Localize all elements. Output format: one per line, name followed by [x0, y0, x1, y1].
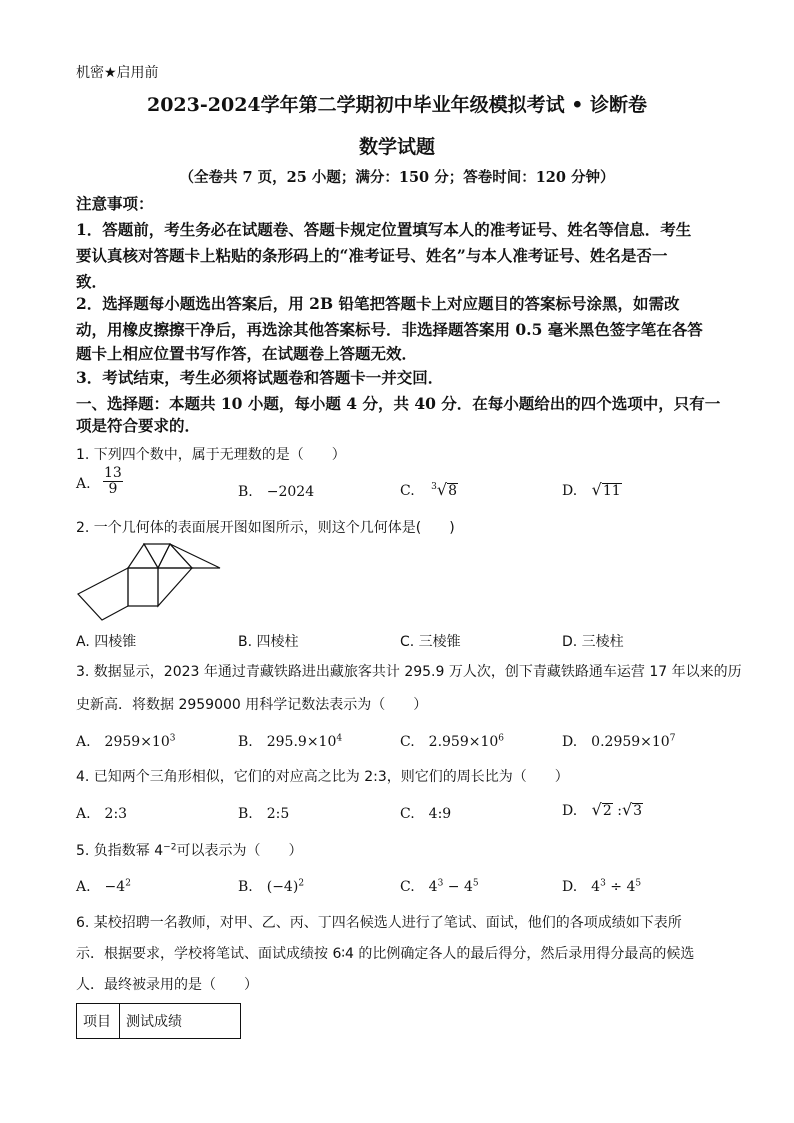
stem-text: 5. 负指数幂 4 [76, 843, 164, 859]
question-4-option-b: B. 2:5 [238, 806, 290, 822]
exponent: 2 [125, 878, 131, 889]
radical-sign-icon: √ [436, 480, 448, 499]
exponent: 3 [437, 878, 444, 889]
confidential-mark: 机密★启用前 [76, 65, 159, 81]
option-text: C. 4 [400, 879, 438, 895]
note-line-2: 要认真核对答题卡上粘贴的条形码上的“准考证号、姓名”与本人准考证号、姓名是否一 [76, 246, 668, 265]
question-5-option-c [400, 876, 479, 896]
section-heading-line-1: 一、选择题：本题共 10 小题，每小题 4 分，共 40 分．在每小题给出的四个选项中，只有一 [76, 394, 721, 413]
option-text: − 4 [443, 879, 473, 895]
option-label: D. [562, 803, 578, 819]
ratio-separator: : [617, 803, 622, 819]
option-text: C. 2.959×10 [400, 734, 499, 750]
question-2-stem: 2. 一个几何体的表面展开图如图所示，则这个几何体是( ) [76, 520, 455, 536]
radicand: 2 [602, 803, 612, 819]
question-1-option-b: B. −2024 [238, 484, 315, 500]
question-3-stem-line-1: 3. 数据显示，2023 年通过青藏铁路进出藏旅客共计 295.9 万人次，创下青藏铁路通车运营 17 年以来的历 [76, 664, 742, 680]
net-right-face [170, 544, 220, 568]
exponent: 5 [635, 878, 642, 889]
question-2-option-a: A. 四棱锥 [76, 634, 137, 650]
note-line-6: 题卡上相应位置书写作答，在试题卷上答题无效． [76, 344, 418, 363]
question-4-stem: 4. 已知两个三角形相似，它们的对应高之比为 2:3，则它们的周长比为（ ） [76, 769, 569, 785]
radicand: 8 [448, 483, 457, 499]
score-table [76, 1003, 241, 1039]
question-1-option-c [400, 480, 458, 499]
question-6-stem-line-1: 6. 某校招聘一名教师，对甲、乙、丙、丁四名候选人进行了笔试、面试，他们的各项成绩如下表所 [76, 915, 682, 931]
table-header-score: 测试成绩 [120, 1004, 241, 1039]
exponent: 4 [336, 733, 343, 744]
question-3-option-c [400, 731, 504, 751]
option-label: A. [76, 475, 91, 492]
net-lower-triangle-face [158, 568, 192, 606]
radicand: 11 [602, 483, 621, 499]
option-text: B. (−4) [238, 879, 299, 895]
question-3-option-d [562, 731, 675, 751]
note-line-5: 动，用橡皮擦擦干净后，再选涂其他答案标号．非选择题答案用 0.5 毫米黑色签字笔在各答 [76, 320, 703, 339]
subject-title: 数学试题 [358, 136, 435, 158]
question-1-option-d [562, 480, 622, 499]
net-top-right-face [144, 544, 170, 568]
question-4-option-d [562, 800, 643, 819]
question-5-stem [76, 840, 302, 860]
question-3-stem-line-2: 史新高．将数据 2959000 用科学记数法表示为（ ） [76, 697, 428, 713]
note-line-7: 3．考试结束，考生必须将试题卷和答题卡一并交回． [76, 368, 444, 387]
question-1-stem: 1. 下列四个数中，属于无理数的是（ ） [76, 447, 346, 463]
fraction [103, 466, 123, 498]
exam-info: （全卷共 7 页，25 小题；满分：150 分；答卷时间：120 分钟） [179, 169, 615, 186]
radical-sign-icon: √ [591, 480, 602, 499]
stem-text: 可以表示为（ ） [176, 843, 303, 859]
exponent: 3 [600, 878, 606, 889]
note-line-4: 2．选择题每小题选出答案后，用 2B 铅笔把答题卡上对应题目的答案标号涂黑，如需改 [76, 294, 680, 313]
option-text: D. 0.2959×10 [562, 734, 670, 750]
question-3-option-a [76, 731, 175, 751]
exponent: 3 [169, 733, 176, 744]
exponent: 5 [472, 878, 479, 889]
exam-title: 2023-2024学年第二学期初中毕业年级模拟考试 • 诊断卷 [146, 94, 648, 116]
net-left-face [78, 568, 128, 620]
option-text: B. 295.9×10 [238, 734, 337, 750]
note-line-1: 1．答题前，考生务必在试题卷、答题卡规定位置填写本人的准考证号、姓名等信息．考生 [76, 220, 692, 239]
exponent: 6 [498, 733, 505, 744]
table-row [77, 1004, 241, 1039]
question-5-option-d [562, 876, 641, 896]
question-5-option-a [76, 876, 131, 896]
radical-sign-icon: √ [621, 800, 633, 819]
fraction-numerator: 13 [104, 465, 122, 481]
root-index: 3 [431, 482, 437, 493]
exponent: −2 [163, 842, 177, 853]
option-label: C. [400, 483, 415, 499]
question-3-option-b [238, 731, 342, 751]
table-header-item: 项目 [77, 1004, 120, 1039]
question-2-option-d: D. 三棱柱 [562, 634, 624, 650]
radical-sign-icon: √ [591, 800, 602, 819]
section-heading-line-2: 项是符合要求的． [76, 416, 201, 435]
question-5-option-b [238, 876, 304, 896]
net-square-face [128, 568, 158, 606]
net-top-face [128, 544, 158, 568]
question-6-stem-line-3: 人．最终被录用的是（ ） [76, 977, 258, 993]
option-text: A. −4 [76, 879, 126, 895]
option-text: D. 4 [562, 879, 601, 895]
option-label: D. [562, 483, 578, 499]
question-4-option-c: C. 4:9 [400, 806, 452, 822]
note-line-3: 致． [76, 272, 108, 291]
question-6-stem-line-2: 示．根据要求，学校将笔试、面试成绩按 6∶4 的比例确定各人的最后得分，然后录用得分最高的候选 [76, 946, 695, 962]
net-diagram [74, 540, 224, 622]
exponent: 7 [669, 733, 676, 744]
radicand: 3 [633, 803, 643, 819]
fraction-denominator: 9 [108, 481, 118, 498]
exponent: 2 [298, 878, 305, 889]
option-text: A. 2959×10 [76, 734, 170, 750]
question-2-option-b: B. 四棱柱 [238, 634, 299, 650]
net-triangle-face [158, 544, 192, 568]
question-2-option-c: C. 三棱锥 [400, 634, 461, 650]
question-1-option-a [76, 465, 123, 498]
notes-heading: 注意事项： [76, 194, 154, 213]
question-4-option-a: A. 2:3 [76, 806, 128, 822]
option-text: ÷ 4 [605, 879, 636, 895]
